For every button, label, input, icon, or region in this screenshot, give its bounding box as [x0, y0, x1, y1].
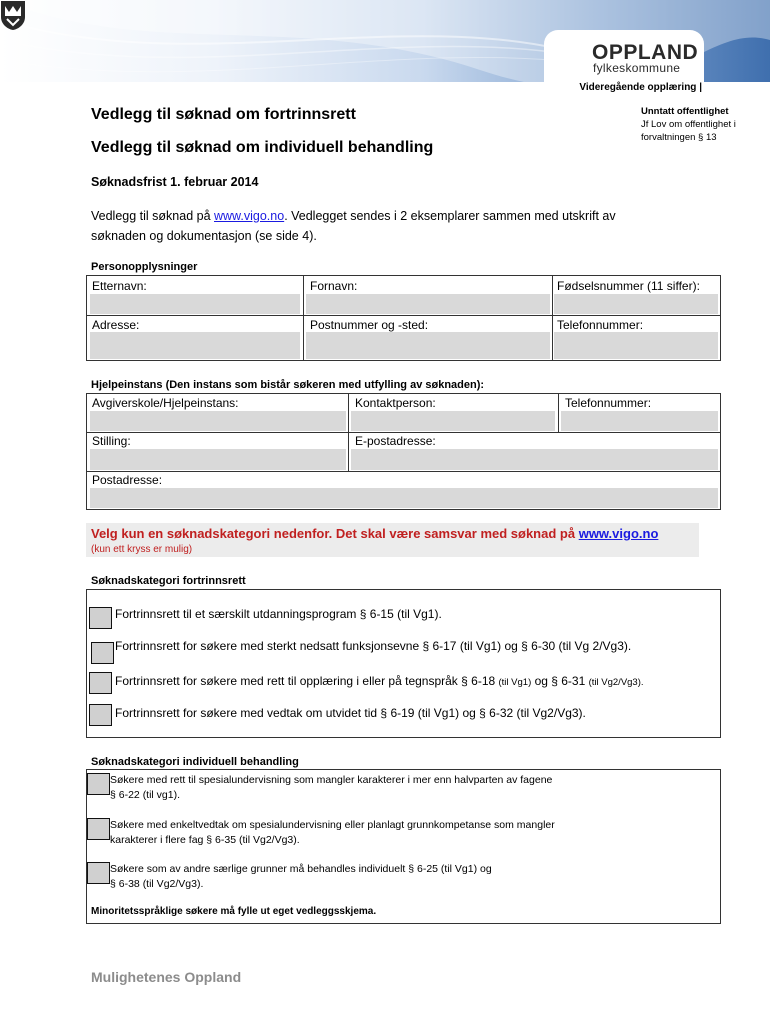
email-field[interactable]: [351, 449, 718, 470]
priority-checkbox-3[interactable]: [89, 672, 112, 694]
intro-paragraph: [91, 209, 616, 223]
individual-option-2-line-2: karakterer i flere fag § 6-35 (til Vg2/Vg3).: [110, 834, 300, 846]
helper-table: [86, 393, 721, 510]
individual-option-1-line-2: § 6-22 (til vg1).: [110, 789, 181, 801]
minority-note: Minoritetsspråklige søkere må fylle ut eget vedleggsskjema.: [91, 906, 377, 917]
priority-option-3-c: og § 6-31: [531, 674, 589, 688]
first-name-field[interactable]: [306, 294, 550, 314]
individual-option-3-line-2: § 6-38 (til Vg2/Vg3).: [110, 878, 204, 890]
individual-option-2: [110, 818, 555, 848]
priority-option-3-d: (til Vg2/Vg3).: [588, 677, 644, 688]
table-divider: [558, 394, 559, 432]
postal-address-label: Postadresse:: [92, 473, 163, 487]
logo-subtitle: fylkeskommune: [593, 61, 681, 75]
table-divider: [552, 276, 553, 360]
confidential-line-1: Jf Lov om offentlighet i: [641, 119, 736, 130]
individual-option-1-line-1: Søkere med rett til spesialundervisning som mangler karakterer i mer enn halvparten av fagene: [110, 774, 553, 786]
confidential-title: Unntatt offentlighet: [641, 106, 729, 117]
priority-option-3-a: Fortrinnsrett for søkere med rett til opplæring i eller på tegnspråk § 6-18: [115, 674, 499, 688]
priority-option-4: Fortrinnsrett for søkere med vedtak om utvidet tid § 6-19 (til Vg1) og § 6-32 (til Vg2/Vg3).: [115, 706, 586, 720]
table-divider: [348, 394, 349, 471]
priority-option-3: [115, 674, 644, 688]
individual-option-1: [110, 773, 552, 803]
helper-phone-field[interactable]: [561, 411, 718, 431]
table-divider: [87, 432, 720, 433]
page-subtitle: Vedlegg til søknad om individuell behandling: [91, 139, 434, 156]
contact-person-label: Kontaktperson:: [355, 396, 436, 410]
notice-vigo-link[interactable]: www.vigo.no: [578, 526, 659, 541]
priority-checkbox-1[interactable]: [89, 607, 112, 629]
email-label: E-postadresse:: [355, 434, 436, 448]
helper-heading: Hjelpeinstans (Den instans som bistår søkeren med utfylling av søknaden):: [91, 379, 485, 391]
school-label: Avgiverskole/Hjelpeinstans:: [92, 396, 239, 410]
logo-name: OPPLAND: [592, 41, 699, 64]
postal-code-label: Postnummer og -sted:: [310, 318, 429, 332]
phone-label: Telefonnummer:: [557, 318, 644, 332]
last-name-label: Etternavn:: [92, 279, 147, 293]
phone-field[interactable]: [554, 332, 718, 359]
priority-option-3-b: (til Vg1): [498, 677, 532, 688]
category-notice: [86, 523, 699, 557]
school-field[interactable]: [90, 411, 346, 431]
address-field[interactable]: [90, 332, 300, 359]
footer-slogan: Mulighetenes Oppland: [91, 969, 242, 985]
deadline-heading: Søknadsfrist 1. februar 2014: [91, 175, 259, 189]
individual-option-3-line-1: Søkere som av andre særlige grunner må behandles individuelt § 6-25 (til Vg1) og: [110, 863, 492, 875]
priority-option-1: Fortrinnsrett til et særskilt utdanningsprogram § 6-15 (til Vg1).: [115, 607, 442, 621]
postal-address-field[interactable]: [90, 488, 718, 508]
table-divider: [87, 315, 720, 316]
contact-person-field[interactable]: [351, 411, 555, 431]
priority-option-2: Fortrinnsrett for søkere med sterkt nedsatt funksjonsevne § 6-17 (til Vg1) og § 6-30 (til Vg 2/Vg3).: [115, 639, 632, 653]
national-id-field[interactable]: [554, 294, 718, 314]
table-divider: [303, 276, 304, 360]
individual-checkbox-1[interactable]: [87, 773, 110, 795]
priority-checkbox-2[interactable]: [91, 642, 114, 664]
header-banner: [0, 0, 770, 82]
page-title: Vedlegg til søknad om fortrinnsrett: [91, 106, 356, 123]
last-name-field[interactable]: [90, 294, 300, 314]
intro-prefix: Vedlegg til søknad på: [91, 209, 214, 223]
table-divider: [87, 471, 720, 472]
postal-code-field[interactable]: [306, 332, 550, 359]
confidential-line-2: forvaltningen § 13: [641, 132, 717, 143]
individual-option-3: [110, 862, 492, 892]
national-id-label: Fødselsnummer (11 siffer):: [557, 279, 700, 293]
vigo-link[interactable]: www.vigo.no: [214, 209, 285, 223]
department-label: Videregående opplæring |: [579, 82, 702, 93]
address-label: Adresse:: [92, 318, 140, 332]
personal-info-table: [86, 275, 721, 361]
individual-checkbox-3[interactable]: [87, 862, 110, 884]
intro-suffix: . Vedlegget sendes i 2 eksemplarer sammen med utskrift av: [284, 209, 616, 223]
individual-checkbox-2[interactable]: [87, 818, 110, 840]
individual-option-2-line-1: Søkere med enkeltvedtak om spesialundervisning eller planlagt grunnkompetanse som mangler: [110, 819, 555, 831]
position-field[interactable]: [90, 449, 346, 470]
notice-text: [91, 526, 658, 541]
priority-heading: Søknadskategori fortrinnsrett: [91, 575, 246, 587]
personal-info-heading: Personopplysninger: [91, 261, 198, 273]
coat-of-arms-icon: [0, 0, 26, 31]
notice-subtext: (kun ett kryss er mulig): [91, 544, 193, 555]
individual-heading: Søknadskategori individuell behandling: [91, 756, 299, 768]
helper-phone-label: Telefonnummer:: [565, 396, 652, 410]
priority-checkbox-4[interactable]: [89, 704, 112, 726]
intro-line-2: søknaden og dokumentasjon (se side 4).: [91, 229, 317, 243]
first-name-label: Fornavn:: [310, 279, 358, 293]
notice-main-text: Velg kun en søknadskategori nedenfor. Det skal være samsvar med søknad på: [91, 526, 579, 541]
position-label: Stilling:: [92, 434, 131, 448]
